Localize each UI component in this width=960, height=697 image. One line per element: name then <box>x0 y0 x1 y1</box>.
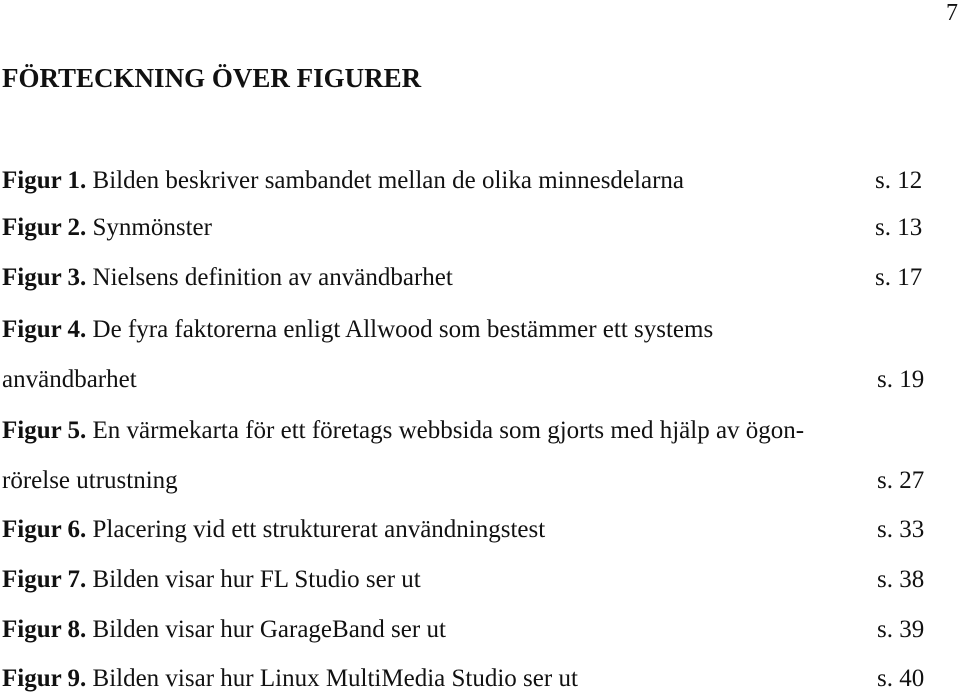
figure-caption: Synmönster <box>86 214 212 241</box>
figure-label: Figur 6. <box>2 516 87 543</box>
figure-caption: Bilden visar hur FL Studio ser ut <box>86 566 421 593</box>
figure-page-ref: s. 33 <box>877 516 925 543</box>
figure-page-ref: s. 38 <box>877 566 925 593</box>
figure-page-ref: s. 13 <box>875 214 923 241</box>
figure-label: Figur 4. <box>2 316 87 343</box>
page-number: 7 <box>946 0 958 26</box>
figure-page-ref: s. 12 <box>875 167 923 194</box>
figure-caption: De fyra faktorerna enligt Allwood som bestämmer ett systems <box>86 316 714 343</box>
figure-entry-5-continuation <box>2 463 925 499</box>
figure-caption: Bilden visar hur Linux MultiMedia Studio ser ut <box>86 665 578 692</box>
figure-label: Figur 3. <box>2 264 87 291</box>
figure-entry-1 <box>2 163 923 199</box>
figure-entry-3 <box>2 260 923 296</box>
figure-label: Figur 5. <box>2 417 87 444</box>
figure-entry-4-continuation <box>2 362 925 398</box>
figure-caption-continuation: rörelse utrustning <box>2 467 178 494</box>
figure-entry-4 <box>2 312 724 348</box>
figure-entry-5 <box>2 413 805 449</box>
figure-caption: En värmekarta för ett företags webbsida som gjorts med hjälp av ögon- <box>86 417 805 444</box>
figure-label: Figur 7. <box>2 566 87 593</box>
figure-caption: Placering vid ett strukturerat användningstest <box>86 516 546 543</box>
figure-page-ref: s. 19 <box>877 366 925 393</box>
figure-page-ref: s. 39 <box>877 616 925 643</box>
figure-label: Figur 2. <box>2 214 87 241</box>
figure-label: Figur 9. <box>2 665 87 692</box>
figure-entry-2 <box>2 210 923 246</box>
page-title: FÖRTECKNING ÖVER FIGURER <box>2 63 422 93</box>
figure-label: Figur 8. <box>2 616 87 643</box>
figure-page-ref: s. 27 <box>877 467 925 494</box>
figure-caption-continuation: användbarhet <box>2 366 137 393</box>
figure-caption: Bilden beskriver sambandet mellan de olika minnesdelarna <box>86 167 684 194</box>
figure-caption: Bilden visar hur GarageBand ser ut <box>86 616 446 643</box>
figure-entry-7 <box>2 562 925 598</box>
figure-caption: Nielsens definition av användbarhet <box>86 264 453 291</box>
figure-page-ref: s. 40 <box>877 665 925 692</box>
figure-page-ref: s. 17 <box>875 264 923 291</box>
figure-entry-9 <box>2 661 925 697</box>
figure-entry-6 <box>2 512 925 548</box>
figure-entry-8 <box>2 612 925 648</box>
figure-label: Figur 1. <box>2 167 87 194</box>
